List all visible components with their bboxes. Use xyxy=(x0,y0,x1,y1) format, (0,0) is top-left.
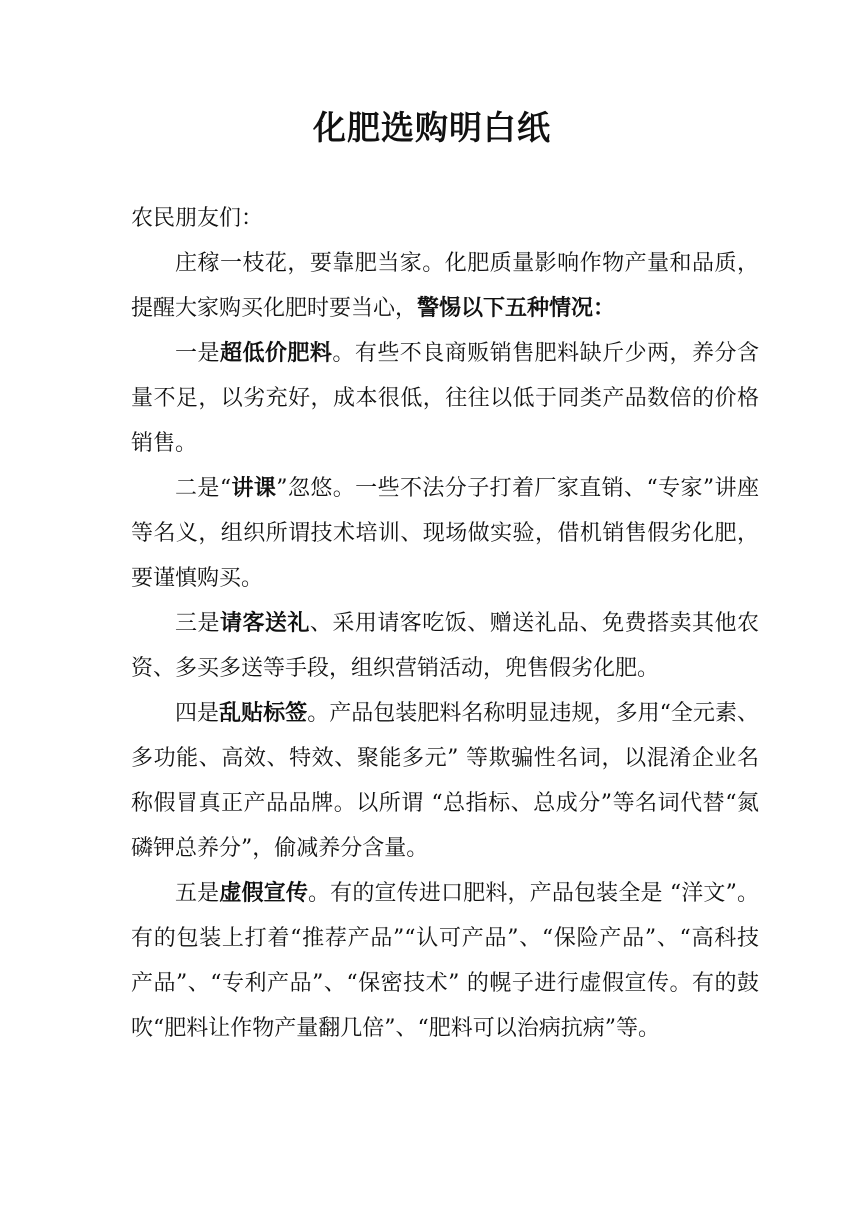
item-text: ”忽悠。一些不法分子打着厂家直销、“专家”讲座等名义，组织所谓技术培训、现场做实验，借机销售假劣化肥，要谨慎购买。 xyxy=(131,476,759,591)
greeting: 农民朋友们： xyxy=(131,206,264,231)
item-prefix: 五是 xyxy=(175,881,220,906)
item-prefix: 一是 xyxy=(175,341,220,366)
document-body xyxy=(131,196,759,1051)
item-text: 。有些不良商贩销售肥料缺斤少两，养分含量不足，以劣充好，成本很低，往往以低于同类产品数倍的价格销售。 xyxy=(131,341,759,456)
item-prefix: 三是 xyxy=(175,611,220,636)
item-text: 。有的宣传进口肥料，产品包装全是 “洋文”。有的包装上打着“推荐产品”“认可产品”、“保险产品”、“高科技产品”、“专利产品”、“保密技术” 的幌子进行虚假宣传。有的鼓吹“肥料让作物产量翻几倍”、“肥料可以治病抗病”等。 xyxy=(131,881,759,1041)
item-prefix: 四是 xyxy=(175,701,220,726)
item-paragraph-2 xyxy=(131,466,759,601)
intro-text: 庄稼一枝花，要靠肥当家。化肥质量影响作物产量和品质，提醒大家购买化肥时要当心， xyxy=(131,251,759,321)
item-text: 、采用请客吃饭、赠送礼品、免费搭卖其他农资、多买多送等手段，组织营销活动，兜售假劣化肥。 xyxy=(131,611,759,681)
intro-emphasis: 警惕以下五种情况： xyxy=(417,296,616,321)
intro-paragraph xyxy=(131,241,759,331)
item-paragraph-1 xyxy=(131,331,759,466)
item-prefix: 二是“ xyxy=(175,476,232,501)
item-heading: 虚假宣传 xyxy=(219,881,309,906)
item-paragraph-3 xyxy=(131,601,759,691)
item-heading: 超低价肥料 xyxy=(219,341,333,366)
item-text: 。产品包装肥料名称明显违规，多用“全元素、多功能、高效、特效、聚能多元” 等欺骗性名词，以混淆企业名称假冒真正产品品牌。以所谓 “总指标、总成分”等名词代替“氮磷钾总养分”，偷减养分含量。 xyxy=(131,701,759,861)
item-paragraph-4 xyxy=(131,691,759,871)
item-heading: 乱贴标签 xyxy=(219,701,308,726)
page-title: 化肥选购明白纸 xyxy=(313,108,551,147)
item-paragraph-5 xyxy=(131,871,759,1051)
item-heading: 讲课 xyxy=(231,476,277,501)
item-heading: 请客送礼 xyxy=(219,611,310,636)
